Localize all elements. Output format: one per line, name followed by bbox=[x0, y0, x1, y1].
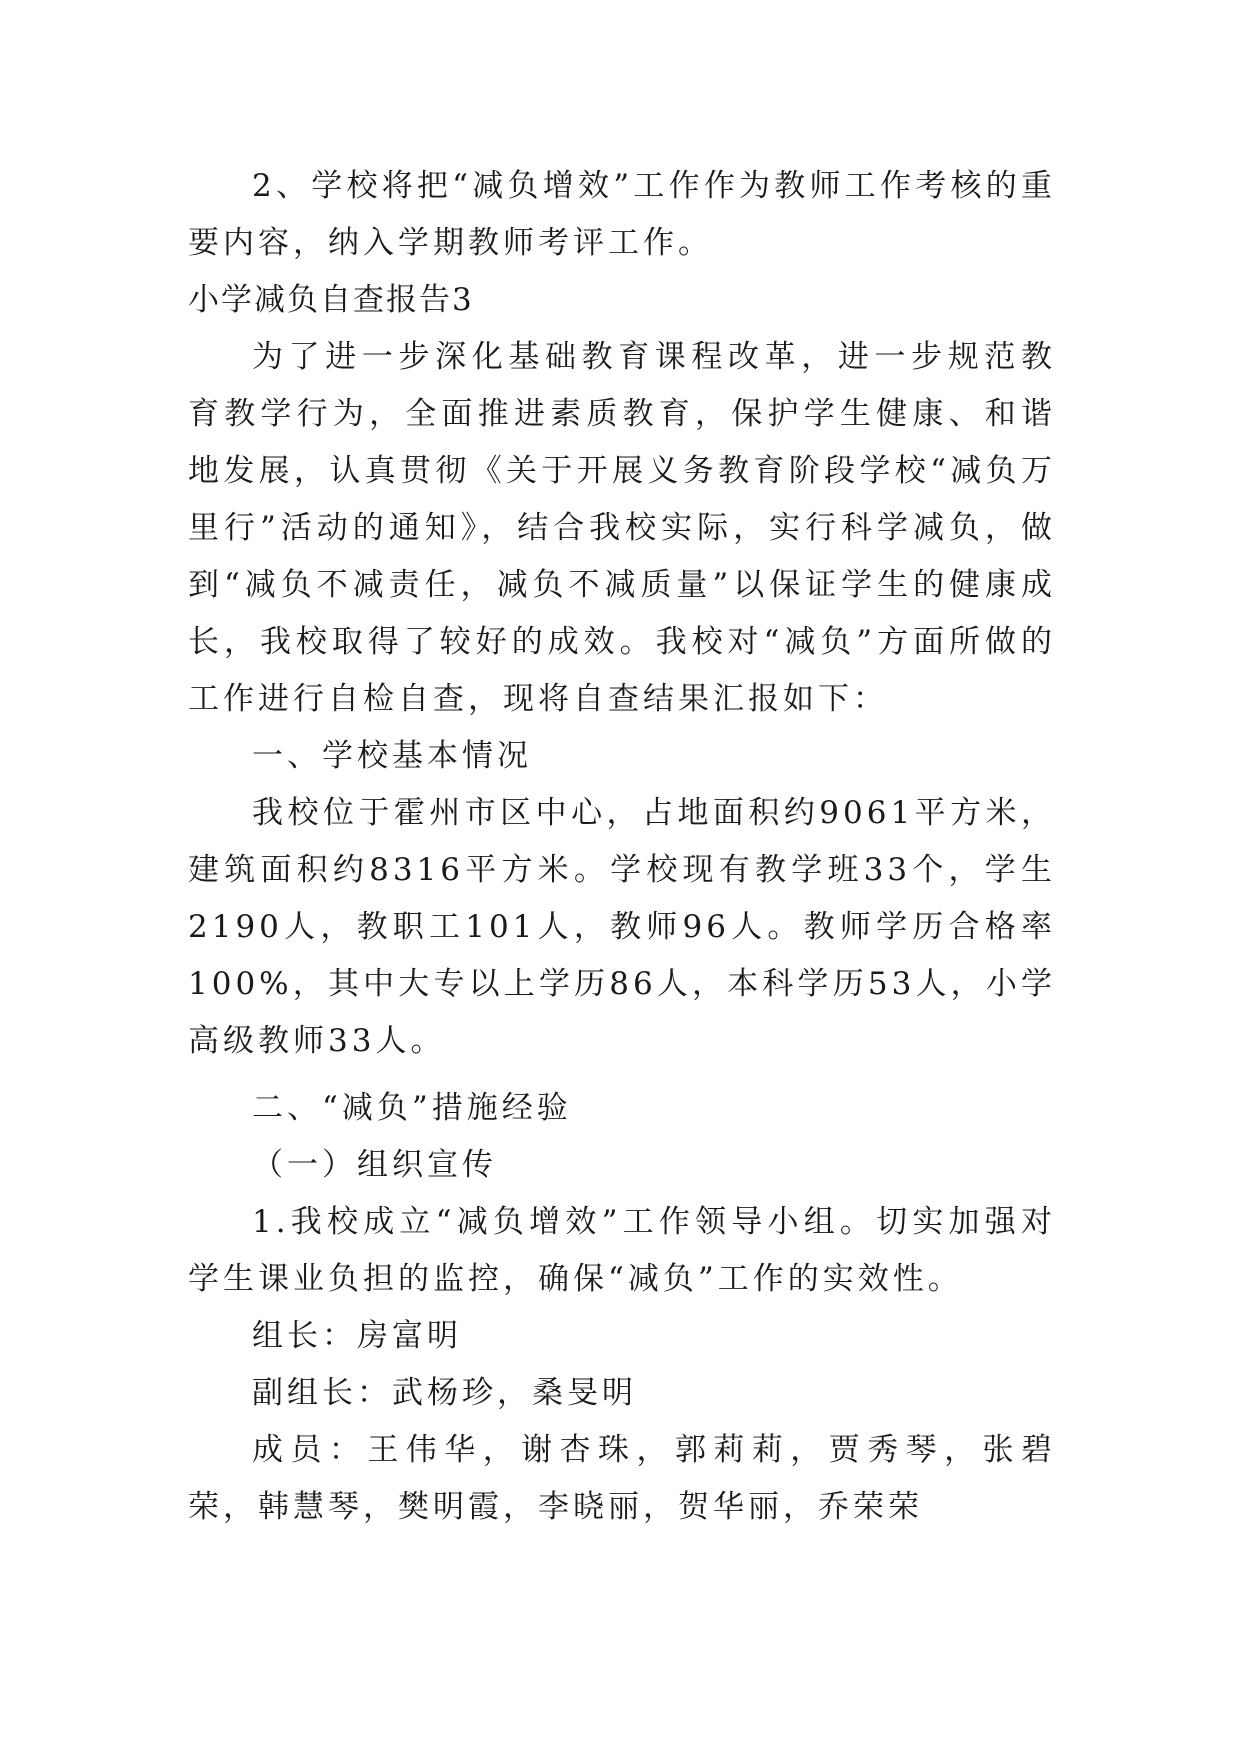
report-title: 小学减负自查报告3 bbox=[188, 282, 474, 318]
paragraph-school-info: 我校位于霍州市区中心，占地面积约9061平方米，建筑面积约8316平方米。学校现有教学班33个，学生2190人，教职工101人，教师96人。教师学历合格率100%，其中大专以上学历86人，本科学历53人，小学高级教师33人。 bbox=[188, 795, 1056, 1059]
group-deputy-leaders: 副组长：武杨珍，桑旻明 bbox=[252, 1375, 637, 1411]
document-body bbox=[188, 158, 1056, 1536]
group-members: 成员：王伟华，谢杏珠，郭莉莉，贾秀琴，张碧荣，韩慧琴，樊明霞，李晓丽，贺华丽，乔荣荣 bbox=[188, 1432, 1056, 1525]
section-heading-measures: 二、“减负”措施经验 bbox=[252, 1090, 572, 1126]
subsection-heading-organization: （一）组织宣传 bbox=[252, 1147, 497, 1183]
group-leader: 组长：房富明 bbox=[252, 1318, 462, 1354]
paragraph-intro: 为了进一步深化基础教育课程改革，进一步规范教育教学行为，全面推进素质教育，保护学生健康、和谐地发展，认真贯彻《关于开展义务教育阶段学校“减负万里行”活动的通知》，结合我校实际，实行科学减负，做到“减负不减责任，减负不减质量”以保证学生的健康成长，我校取得了较好的成效。我校对“减负”方面所做的工作进行自检自查，现将自查结果汇报如下： bbox=[188, 339, 1056, 717]
paragraph-evaluation: 2、学校将把“减负增效”工作作为教师工作考核的重要内容，纳入学期教师考评工作。 bbox=[188, 168, 1056, 261]
section-heading-basic-info: 一、学校基本情况 bbox=[252, 738, 532, 774]
paragraph-leading-group: 1.我校成立“减负增效”工作领导小组。切实加强对学生课业负担的监控，确保“减负”工作的实效性。 bbox=[188, 1204, 1056, 1297]
